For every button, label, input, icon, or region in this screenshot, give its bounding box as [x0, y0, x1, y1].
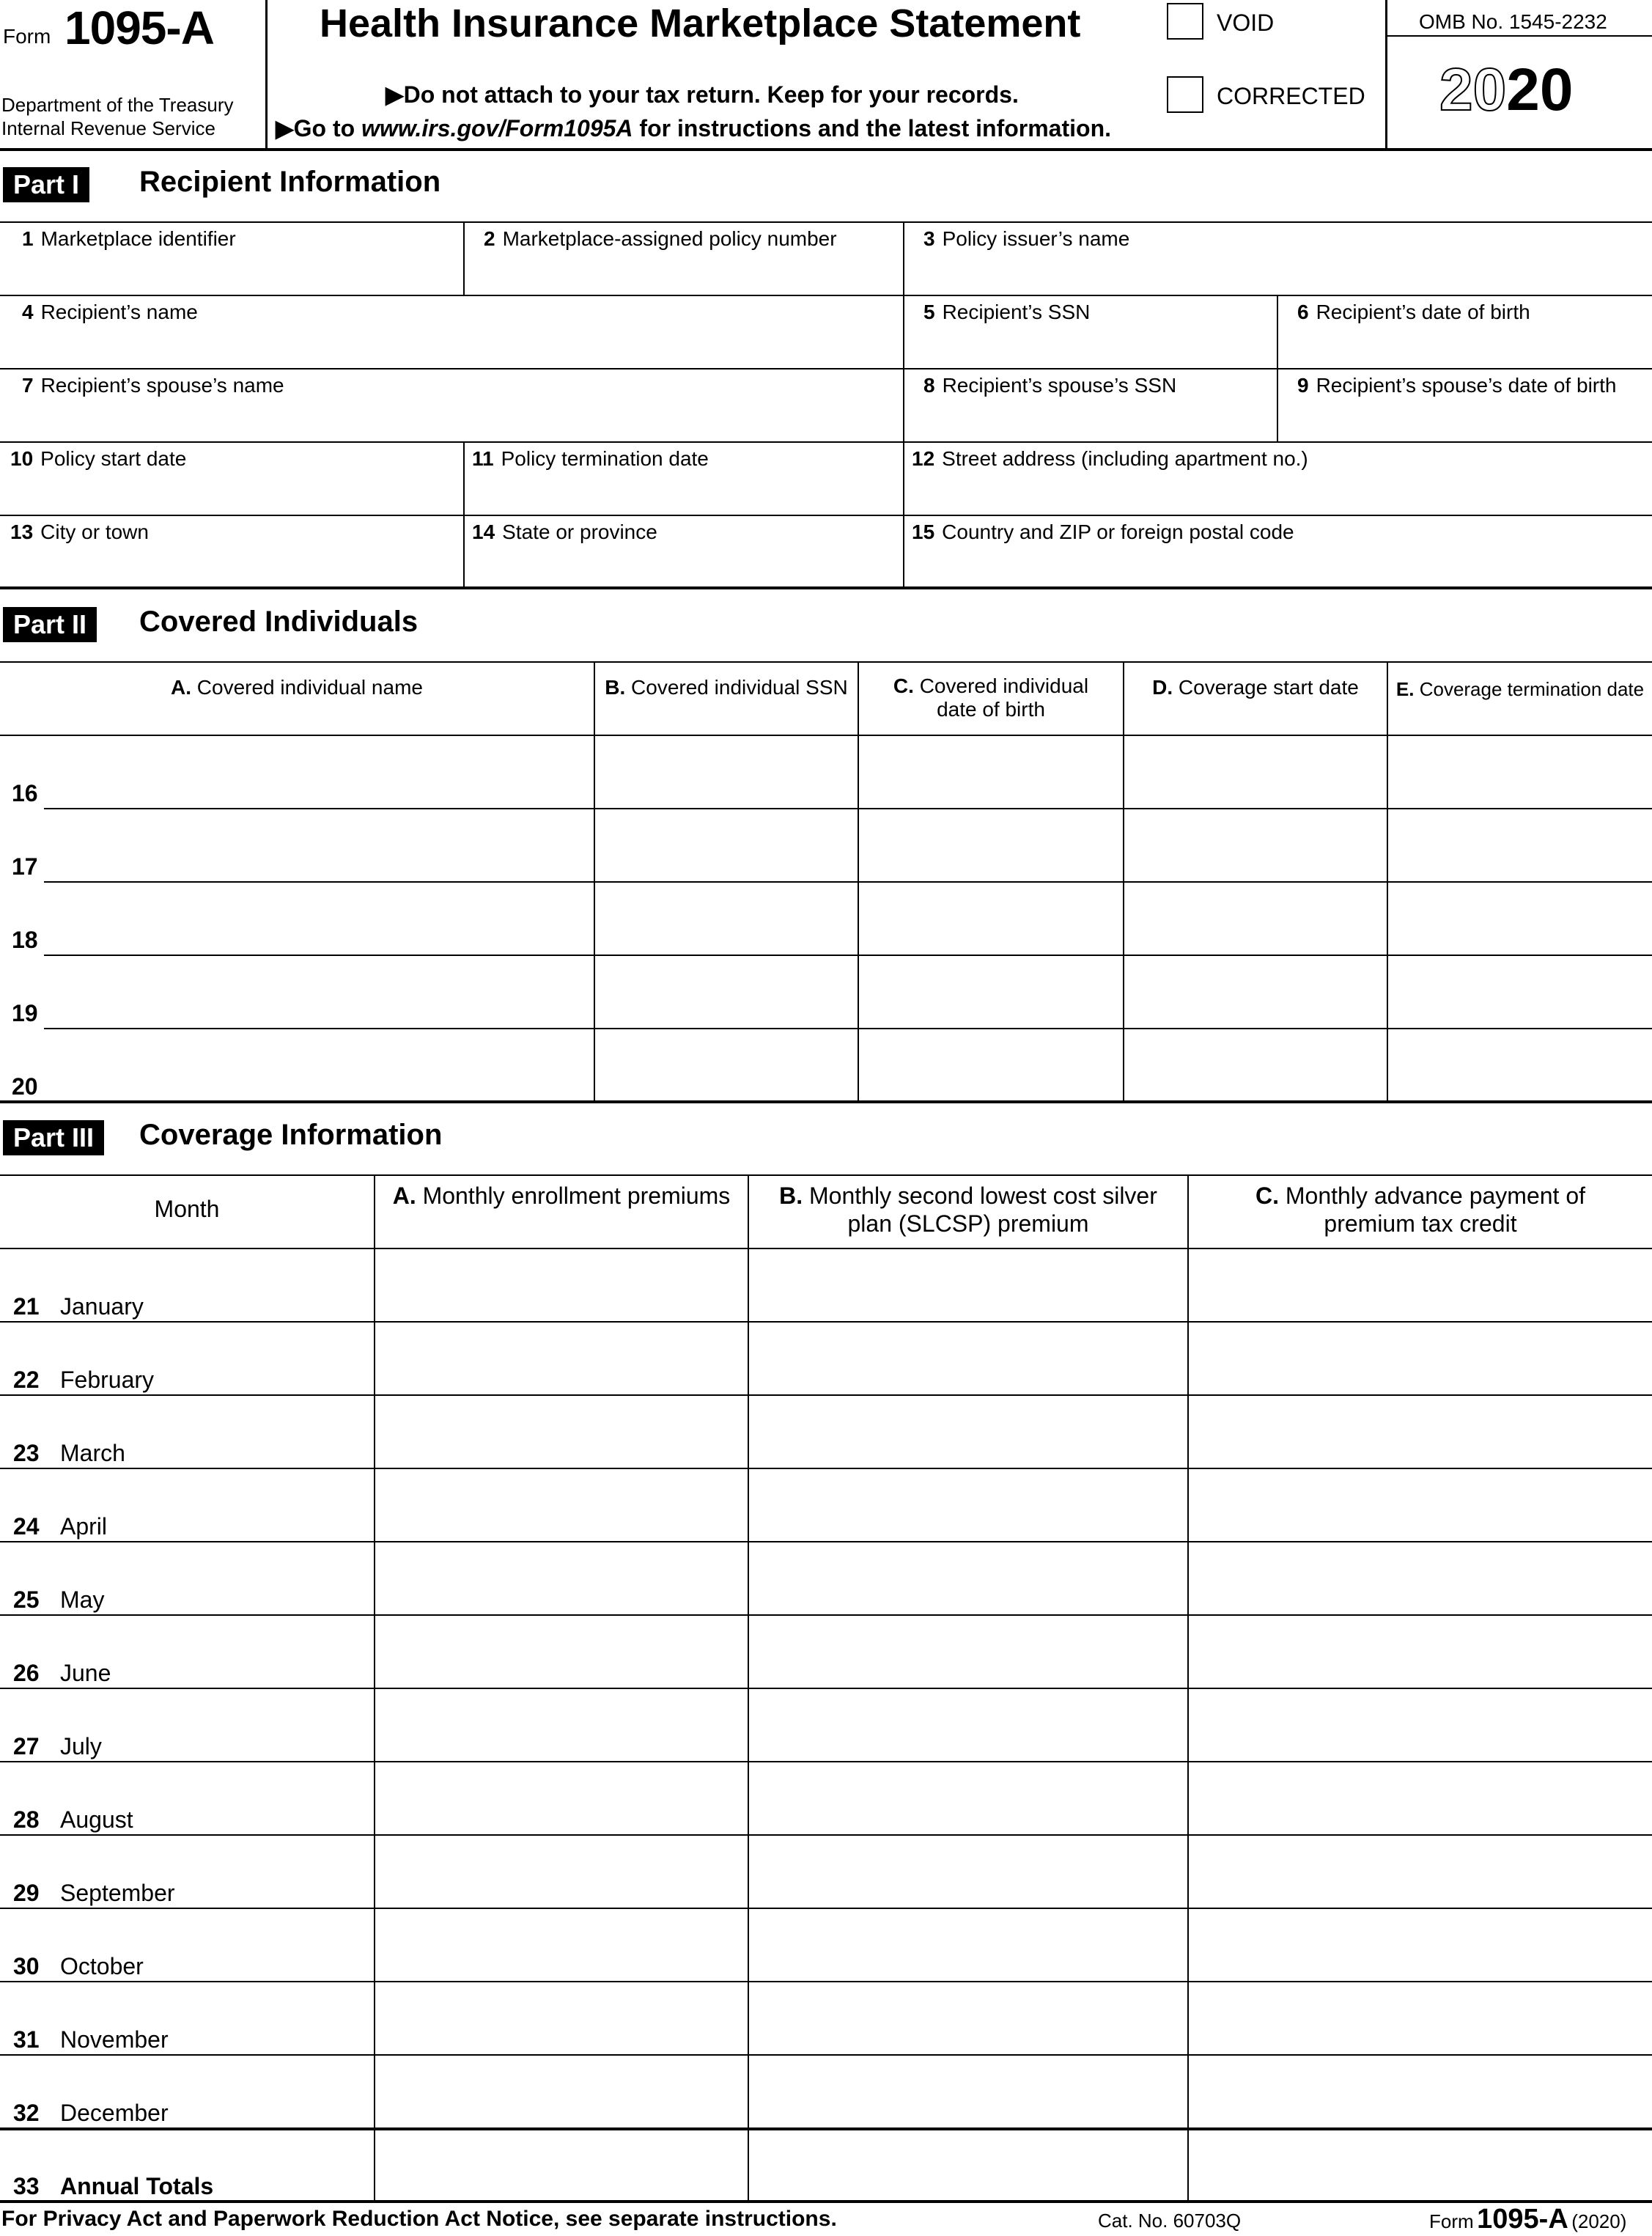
field-label: Recipient’s SSN [942, 301, 1091, 323]
col-header-d [1124, 676, 1387, 699]
grid-rule [594, 661, 595, 1101]
row-number-21: 21 [13, 1293, 40, 1320]
part2-title: Covered Individuals [139, 606, 418, 638]
field-spouse-name[interactable] [22, 374, 284, 397]
field-number: 14 [472, 521, 495, 543]
column-label: Coverage start date [1178, 676, 1359, 699]
field-policy-issuer[interactable] [923, 227, 1129, 251]
column-label: Monthly second lowest cost silver [809, 1183, 1157, 1209]
field-spouse-ssn[interactable] [923, 374, 1176, 397]
column-label-line-2: plan (SLCSP) premium [847, 1210, 1089, 1237]
privacy-notice: For Privacy Act and Paperwork Reduction Act Notice, see separate instructions. [1, 2207, 837, 2231]
row-number-19: 19 [12, 1000, 38, 1026]
footer-form-year: (2020) [1571, 2210, 1627, 2232]
column-letter: B. [605, 676, 626, 699]
row-number-29: 29 [13, 1880, 40, 1906]
field-number: 4 [22, 301, 34, 323]
grid-rule [463, 441, 465, 588]
field-street-address[interactable] [912, 447, 1308, 471]
irs-url-link[interactable]: www.irs.gov/Form1095A [361, 115, 633, 141]
form-word: Form [3, 25, 51, 48]
field-label: Street address (including apartment no.) [942, 447, 1308, 470]
row-number-22: 22 [13, 1367, 40, 1393]
col-header-enrollment-premiums [375, 1182, 748, 1210]
part1-top-rule [0, 148, 1652, 151]
dept-line-2: Internal Revenue Service [1, 117, 215, 139]
grid-rule [0, 1761, 1652, 1762]
grid-rule [858, 661, 859, 1101]
corrected-checkbox[interactable] [1167, 76, 1203, 113]
field-number: 11 [472, 447, 494, 470]
field-number: 2 [484, 227, 495, 250]
part1-header-rule [0, 221, 1652, 223]
grid-rule [0, 1100, 1652, 1103]
part2-header-rule [0, 661, 1652, 663]
col-header-c [859, 674, 1123, 721]
grid-rule [1277, 295, 1278, 441]
part1-title: Recipient Information [139, 166, 441, 198]
field-number: 7 [22, 374, 34, 397]
field-label: Recipient’s spouse’s date of birth [1316, 374, 1617, 397]
month-march: March [60, 1440, 125, 1466]
col-header-a [0, 676, 594, 699]
month-july: July [60, 1733, 102, 1759]
col-header-slcsp-premium [749, 1182, 1187, 1237]
grid-rule [0, 1834, 1652, 1836]
month-august: August [60, 1806, 133, 1833]
grid-rule [0, 441, 1652, 443]
arrow-right-icon: ▶ [386, 81, 404, 108]
month-may: May [60, 1586, 105, 1613]
row-number-33: 33 [13, 2173, 40, 2199]
grid-rule [0, 2054, 1652, 2056]
field-label: Country and ZIP or foreign postal code [942, 521, 1294, 543]
field-label: Policy issuer’s name [942, 227, 1130, 250]
header-divider-right [1385, 0, 1387, 148]
grid-rule [0, 1688, 1652, 1689]
grid-rule [0, 1541, 1652, 1542]
omb-number: OMB No. 1545-2232 [1419, 10, 1607, 33]
col-header-e [1388, 677, 1652, 701]
field-number: 3 [923, 227, 935, 250]
annual-totals-label: Annual Totals [60, 2173, 214, 2199]
row-number-30: 30 [13, 1953, 40, 1979]
grid-rule [0, 1981, 1652, 1982]
month-june: June [60, 1660, 111, 1686]
grid-rule [0, 368, 1652, 369]
field-number: 1 [22, 227, 34, 250]
field-spouse-dob[interactable] [1297, 374, 1616, 397]
grid-rule [44, 881, 1652, 883]
grid-rule [44, 808, 1652, 809]
void-label: VOID [1217, 10, 1275, 36]
month-october: October [60, 1953, 144, 1979]
grid-rule [44, 1028, 1652, 1029]
column-letter: E. [1395, 678, 1415, 700]
field-label: City or town [40, 521, 149, 543]
grid-rule [0, 735, 1652, 736]
column-label: Monthly advance payment of [1285, 1183, 1585, 1209]
footer-form-id [1429, 2204, 1626, 2235]
field-state[interactable] [472, 521, 657, 544]
row-number-32: 32 [13, 2100, 40, 2126]
field-label: Policy termination date [501, 447, 709, 470]
field-policy-termination-date[interactable] [472, 447, 709, 471]
form-number: 1095-A [64, 1, 214, 54]
column-label-line-2: premium tax credit [1324, 1210, 1517, 1237]
field-recipient-dob[interactable] [1297, 301, 1530, 324]
column-label: Coverage termination date [1419, 678, 1645, 700]
grid-rule [1387, 661, 1388, 1101]
month-april: April [60, 1513, 108, 1540]
column-letter: C. [1255, 1183, 1279, 1209]
grid-rule [0, 1321, 1652, 1323]
header-divider-left [265, 0, 268, 148]
field-recipient-ssn[interactable] [923, 301, 1090, 324]
omb-divider [1387, 35, 1652, 37]
part3-header-rule [0, 1174, 1652, 1176]
column-letter: A. [392, 1183, 416, 1209]
field-label: Policy start date [40, 447, 187, 470]
part2-badge: Part II [3, 607, 97, 642]
catalog-number: Cat. No. 60703Q [1098, 2210, 1242, 2232]
row-number-27: 27 [13, 1733, 40, 1759]
field-number: 15 [912, 521, 935, 543]
column-label: Covered individual name [196, 676, 423, 699]
part3-badge: Part III [3, 1120, 104, 1155]
column-letter: A. [171, 676, 192, 699]
footer-form-word: Form [1429, 2210, 1474, 2232]
grid-rule [0, 2200, 1652, 2203]
column-letter: D. [1152, 676, 1173, 699]
field-number: 10 [10, 447, 34, 470]
grid-rule [0, 1908, 1652, 1909]
dept-line-1: Department of the Treasury [1, 94, 234, 116]
column-label: Monthly enrollment premiums [422, 1183, 731, 1209]
grid-rule [0, 295, 1652, 296]
col-header-advance-payment [1189, 1182, 1652, 1237]
field-number: 8 [923, 374, 935, 397]
month-february: February [60, 1367, 155, 1393]
field-policy-start-date[interactable] [10, 447, 186, 471]
column-label: Month [154, 1196, 220, 1222]
footer-form-number: 1095-A [1477, 2204, 1568, 2235]
field-recipient-name[interactable] [22, 301, 198, 324]
row-number-17: 17 [12, 853, 38, 880]
column-letter: C. [893, 674, 914, 697]
corrected-label: CORRECTED [1217, 83, 1365, 109]
column-letter: B. [779, 1183, 803, 1209]
grid-rule [0, 1248, 1652, 1249]
field-number: 5 [923, 301, 935, 323]
field-label: Recipient’s name [40, 301, 198, 323]
grid-rule [0, 2127, 1652, 2130]
form-title: Health Insurance Marketplace Statement [320, 1, 1081, 45]
arrow-right-icon: ▶ [276, 115, 294, 141]
field-number: 9 [1297, 374, 1309, 397]
grid-rule [1123, 661, 1124, 1101]
row-number-24: 24 [13, 1513, 40, 1540]
row-number-18: 18 [12, 927, 38, 953]
field-label: Recipient’s spouse’s name [40, 374, 284, 397]
grid-rule [463, 221, 465, 295]
field-country-zip[interactable] [912, 521, 1294, 544]
field-label: State or province [502, 521, 657, 543]
column-label: Covered individual [919, 674, 1089, 697]
month-december: December [60, 2100, 169, 2126]
row-number-31: 31 [13, 2026, 40, 2053]
part1-badge: Part I [3, 167, 89, 202]
field-number: 13 [10, 521, 34, 543]
column-label-line-2: date of birth [937, 698, 1045, 721]
field-marketplace-identifier[interactable] [22, 227, 236, 251]
void-checkbox[interactable] [1167, 3, 1203, 40]
column-label: Covered individual SSN [631, 676, 848, 699]
field-number: 12 [912, 447, 935, 470]
field-label: Marketplace-assigned policy number [502, 227, 837, 250]
grid-rule [0, 1614, 1652, 1616]
field-label: Recipient’s spouse’s SSN [942, 374, 1177, 397]
month-november: November [60, 2026, 169, 2053]
row-number-23: 23 [13, 1440, 40, 1466]
row-number-16: 16 [12, 780, 38, 806]
month-january: January [60, 1293, 144, 1320]
col-header-month [0, 1195, 374, 1223]
field-number: 6 [1297, 301, 1309, 323]
row-number-28: 28 [13, 1806, 40, 1833]
field-policy-number[interactable] [484, 227, 837, 251]
grid-rule [903, 221, 904, 588]
grid-rule [0, 586, 1652, 589]
field-city[interactable] [10, 521, 149, 544]
part3-title: Coverage Information [139, 1119, 443, 1151]
row-number-26: 26 [13, 1660, 40, 1686]
month-september: September [60, 1880, 175, 1906]
grid-rule [0, 1394, 1652, 1396]
grid-rule [44, 955, 1652, 956]
grid-rule [0, 515, 1652, 516]
col-header-b [595, 676, 858, 699]
note-go-to: ▶Go to www.irs.gov/Form1095A for instructions and the latest information. [276, 115, 1111, 141]
note-do-not-attach: ▶Do not attach to your tax return. Keep for your records. [386, 81, 1019, 108]
row-number-25: 25 [13, 1586, 40, 1613]
grid-rule [0, 1468, 1652, 1469]
field-label: Marketplace identifier [40, 227, 236, 250]
row-number-20: 20 [12, 1073, 38, 1100]
tax-year: 2020 [1439, 56, 1574, 123]
field-label: Recipient’s date of birth [1316, 301, 1530, 323]
